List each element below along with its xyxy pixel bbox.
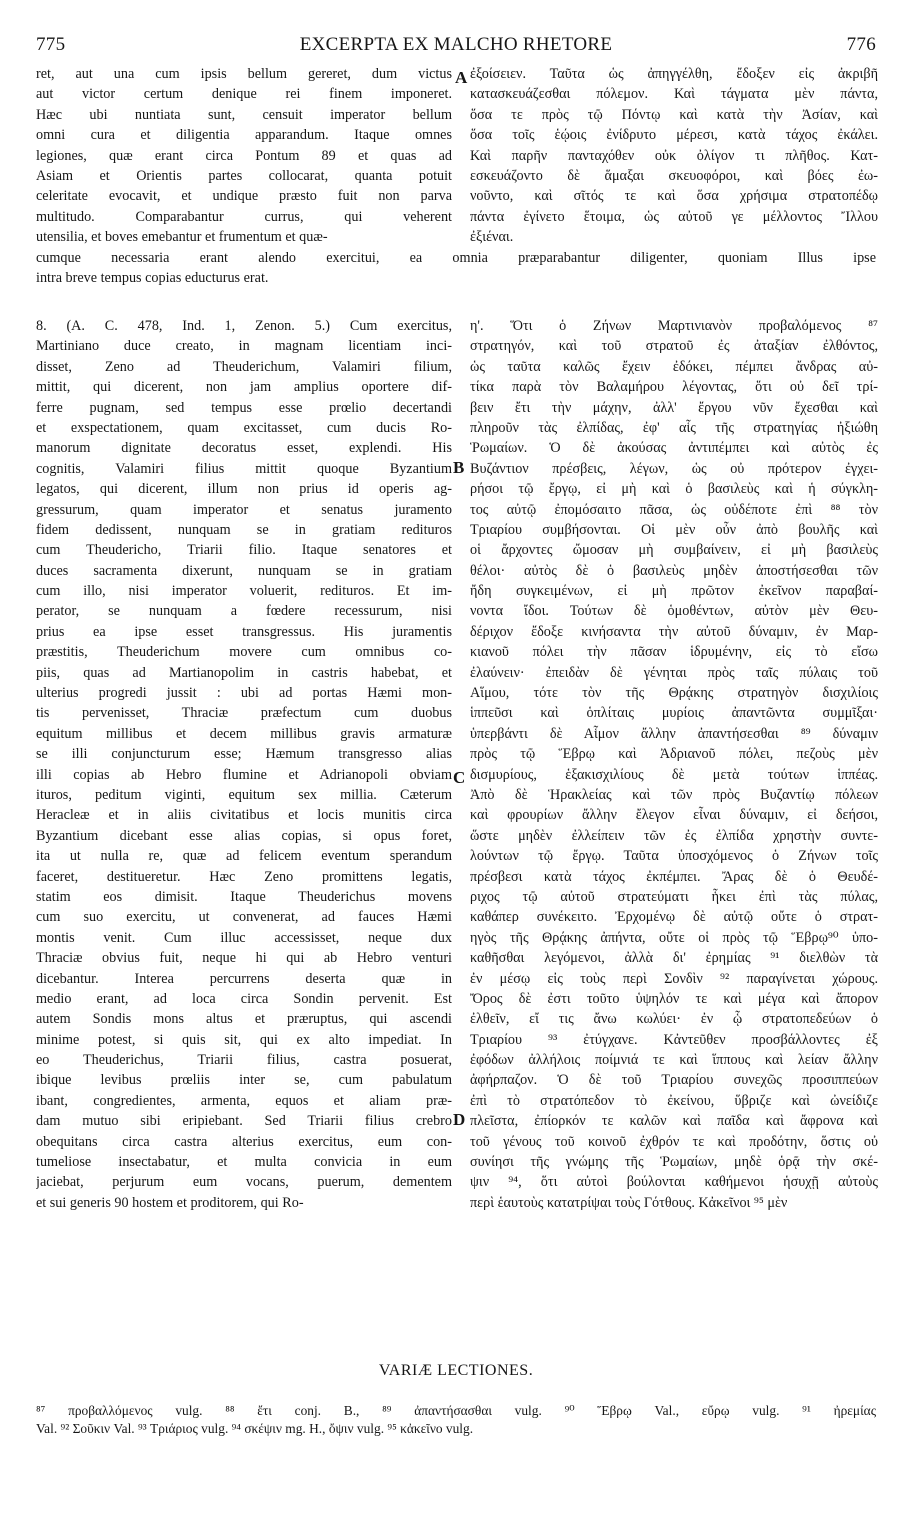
latin-text-line: medio erant, ad loca circa Sondin pervenit. Est [36,990,452,1007]
latin-text-line: manorum dignitate decoratus esset, explendi. His [36,440,452,457]
greek-column-main [470,316,878,1213]
page-number-left: 775 [36,34,66,55]
section-marker-d: D [453,1110,466,1129]
greek-text-line: ἐξιέναι. [470,229,514,246]
greek-text-line: νοντα ἴδοι. Τούτων δὲ ὁμοθέντων, αὐτὸν μὲν Θευ- [470,603,878,620]
page-header [36,32,876,62]
greek-text-line: Τριαρίου συμβήσονται. Οἱ μὲν οὖν ἀπὸ βουλῆς καὶ [470,521,878,538]
latin-text-line: illi copias ab Hebro flumine et Adrianopoli obviam [36,766,452,783]
latin-text-line: Martiniano duce creato, in magnam licentiam inci- [36,338,452,355]
latin-text-line: perator, se nunquam a fœdere recessurum, nisi [36,603,452,620]
latin-column-top [36,64,452,248]
variae-lectiones-title: VARIÆ LECTIONES. [378,1362,534,1379]
latin-text-line: Hæc ubi nuntiata sunt, censuit imperator bellum [36,106,452,123]
latin-text-line: equitum millibus et decem millibus gravis armaturæ [36,725,452,742]
variae-lectiones-line: Val. ⁹² Σοῦκιν Val. ⁹³ Τριάριος vulg. ⁹⁴ σκέψιν mg. H., ὄψιν vulg. ⁹⁵ κἀκεῖνο vulg. [36,1421,474,1436]
greek-text-line: καθῆσθαι λεγόμενοι, ἀλλὰ δι' ἐρημίας ⁹¹ διελθὼν τὰ [470,950,878,967]
latin-text-line: minime potest, si quis sit, qui ex alto impediat. In [36,1031,452,1048]
greek-text-line: πληροῦν τὰς ἐλπίδας, ἐφ' αἷς τῆς στρατηγίας ἠξιώθη [470,419,878,436]
greek-text-line: πλεῖστα, ἐπίορκόν τε καλῶν καὶ παῖδα καὶ ἄφρονα καὶ [470,1113,878,1130]
latin-text-line: Asiam et Orientis partes collocarat, quanta potuit [36,167,452,184]
greek-text-line: ὑπερβάντι δὲ Αἷμον ἄλλην ἀπαντήσεσθαι ⁸⁹ δύναμιν [470,725,878,742]
latin-text-line: se illi conjuncturum esse; Hæmum transgresso alias [36,746,452,763]
greek-text-line: ὅσα τε πρὸς τῷ Πόντῳ καὶ κατὰ τὴν Ἀσίαν, καὶ [470,106,878,123]
running-title: EXCERPTA EX MALCHO RHETORE [299,34,613,55]
greek-text-line: πρέσβεσι κατὰ τάχος ἐκπέμπει. Ἄρας δὲ ὁ Θευδέ- [470,868,878,885]
greek-text-line: πρὸς τῷ Ἕβρῳ καὶ Ἀδριανοῦ πόλει, πεζοὺς μὲν [470,746,878,763]
latin-text-line: cum Theudericho, Triarii filio. Itaque senatores et [36,542,452,559]
latin-text-line: aut victor certum denique rei finem imponeret. [36,86,452,103]
greek-text-line: τος αὐτῷ ἐπομόσαιτο πᾶσα, ὡς οὐδέποτε ἐπὶ ⁸⁸ τὸν [470,501,878,518]
greek-text-line: Τριαρίου ⁹³ ἐτύγχανε. Κἀντεῦθεν προσβάλλοντες ἐξ [470,1031,878,1048]
greek-text-line: κιανοῦ πόλει τὴν πᾶσαν ἱδρυμένην, εἰς τὸ εἴσω [470,644,878,661]
latin-text-line: obequitans circa castra alterius exercitus, eum con- [36,1133,452,1150]
latin-text-line: dam mutuo sibi eripiebant. Sed Triarii filius crebro [36,1113,452,1130]
latin-text-line: dicebantur. Interea percurrens deserta quæ in [36,970,452,987]
greek-text-line: νοῦντο, καὶ σῖτός τε καὶ ὅσα χρήσιμα στρατοπέδῳ [470,188,878,205]
latin-text-line: Byzantium dicebant esse alias copias, si opus foret, [36,827,452,844]
greek-text-line: ψιν ⁹⁴, ὅτι αὐτοὶ βούλονται καθήμενοι ἡσυχῇ αὐτοὺς [470,1174,878,1191]
greek-text-line: Ῥωμαίων. Ὁ δὲ ἀκούσας ἀντιπέμπει καὶ αὐτὸς ἐς [470,440,878,457]
latin-text-line: Thraciæ obvius fuit, neque hi qui ab Hebro venturi [36,950,452,967]
latin-text-line: ibique levibus prœliis inter se, cum pabulatum [36,1072,452,1089]
latin-column-main [36,316,452,1213]
section-marker-a: A [455,68,468,87]
latin-text-line: multitudo. Comparabantur currus, qui veherent [36,208,452,225]
latin-text-line: ulterius progredi jussit : ubi ad portas Hæmi mon- [36,685,452,702]
latin-text-line: ret, aut una cum ipsis bellum gereret, dum victus [36,66,452,82]
variae-lectiones-line: ⁸⁷ προβαλλόμενος vulg. ⁸⁸ ἔτι conj. B., ⁸⁹ ἀπαντήσασθαι vulg. ⁹⁰ Ἕβρῳ Val., εὔρῳ vulg. ⁹¹ ἠρεμίας [36,1403,876,1418]
latin-full-width-line: cumque necessaria erant alendo exercitui, ea omnia præparabantur diligenter, quoniam Illus ipse [36,250,876,266]
greek-text-line: δισμυρίους, ἑξακισχιλίους δὲ μετὰ τούτων ἱππέας. [470,766,878,783]
latin-text-line: prius ea ipse esset transgressus. His juramentis [36,623,452,640]
page-number-right: 776 [846,34,876,55]
section-marker-c: C [453,768,466,787]
greek-text-line: η'. Ὅτι ὁ Ζήνων Μαρτινιανὸν προβαλόμενος ⁸⁷ [470,318,878,334]
greek-text-line: στρατηγόν, καὶ τοῦ στρατοῦ ἐς ἀταξίαν ἐλθόντος, [470,338,878,355]
latin-text-line: faceret, destitueretur. Hæc Zeno promittens legatis, [36,868,452,885]
latin-text-line: legiones, quæ erant circa Pontum 89 et quas ad [36,147,452,164]
greek-text-line: βειν ἔτι τὴν μάχην, ἀλλ' ἔργου νῦν ἔχεσθαι καὶ [470,399,878,416]
latin-full-width-line: intra breve tempus copias educturus erat. [36,270,269,286]
latin-text-line: autem Sondis mons altus et præruptus, qui ascendi [36,1011,452,1028]
greek-text-line: ἐφόδων ἀλλήλοις ποίμνιά τε καὶ ἵππους καὶ λείαν ἄλλην [470,1052,878,1069]
latin-text-line: cognitis, Valamiri filius mittit quoque Byzantium [36,460,452,477]
greek-text-line: δέριχον ἔδοξε κινήσαντα τὴν αὐτοῦ δύναμιν, ἐν Μαρ- [470,623,878,640]
latin-text-line: legatos, qui dicerent, illum non prius id operis ag- [36,481,452,498]
latin-text-line: disset, Zeno ad Theuderichum, Valamiri filium, [36,358,452,375]
latin-text-line: duces sacramenta dixerunt, nunquam se in gratiam [36,562,452,579]
latin-text-line: præstitis, Theuderichum movere cum omnibus co- [36,644,452,661]
greek-text-line: συνίησι τῆς γνώμης τῆς Ῥωμαίων, μηδὲ ὁρᾷ τὴν σκέ- [470,1154,878,1171]
greek-text-line: καὶ φρουρίων ἄλλην ἔλεγον εἶναι δύναμιν, εἰ δεήσοι, [470,807,878,824]
greek-text-line: τίκα παρὰ τὸν Βαλαμήρου λέγοντας, ὅτι οὐ δεῖ τρί- [470,379,878,396]
latin-text-line: ferre pugnam, sed tempus esse prœlio decertandi [36,399,452,416]
greek-text-line: ἤδη συγκειμένων, εἰ μὴ πρῶτον ἐκεῖνον παραβαί- [470,583,878,600]
latin-text-line: cum suo exercitu, ut convenerat, ad fauces Hæmi [36,909,452,926]
latin-text-line: 8. (A. C. 478, Ind. 1, Zenon. 5.) Cum exercitus, [36,318,452,334]
greek-text-line: ὥστε μηδὲν ἐλλείπειν τῶν ἐς ἐλπίδα χρηστὴν συντε- [470,827,878,844]
greek-text-line: ἐξοίσειεν. Ταῦτα ὡς ἀπηγγέλθη, ἔδοξεν εἰς ἀκριβῆ [470,66,878,82]
greek-text-line: Αἵμου, τότε τὸν τῆς Θρᾴκης στρατηγὸν δισχιλίοις [470,685,878,702]
greek-text-line: πάντα ἐγίνετο ἕτοιμα, ὡς αὐτοῦ γε μέλλοντος Ἴλλου [470,208,878,225]
greek-text-line: ἐλαύνειν· ἐπειδὰν δὲ γένηται πρὸς ταῖς πύλαις τοῦ [470,664,878,681]
latin-text-line: ita ut nulla re, quæ ad felicem eventum sperandum [36,848,452,865]
latin-text-line: ibant, congredientes, armenta, equos et aliam præ- [36,1092,452,1109]
greek-text-line: Βυζάντιον πρέσβεις, λέγων, ὡς οὐ πρότερον ἐγχει- [470,460,878,477]
greek-text-line: ρήσοι τῷ ἔργῳ, εἰ μὴ καὶ ὁ βασιλεὺς καὶ ἡ σύγκλη- [470,481,878,498]
latin-text-line: et sui generis 90 hostem et proditorem, qui Ro- [36,1194,304,1211]
latin-text-line: mittit, qui dicerent, non jam amplius oportere dif- [36,379,452,396]
latin-text-line: omni cura et diligentia apparandum. Itaque omnes [36,127,452,144]
latin-text-line: tumeliose insectabatur, et multa convicia in eum [36,1154,452,1171]
latin-text-line: eo Theuderichus, Triarii filius, castra posuerat, [36,1052,452,1069]
greek-text-line: ἐλθεῖν, εἴ τις ἄνω κωλύει· ἐν ᾧ στρατοπεδεύων ὁ [470,1011,878,1028]
latin-text-line: montis venit. Cum illuc accessisset, neque dux [36,929,452,946]
greek-text-line: ἀφήρπαζον. Ὁ δὲ τοῦ Τριαρίου συνεχῶς προσιππεύων [470,1072,878,1089]
greek-text-line: οἱ ἄρχοντες ὤμοσαν μὴ συμβαίνειν, εἰ μὴ βασιλεὺς [470,542,878,559]
latin-text-line: utensilia, et boves emebantur et frumentum et quæ- [36,229,328,246]
greek-text-line: ὡς ταῦτα καλῶς ἔχειν ἐδόκει, πέμπει ἄνδρας αὐ- [470,358,878,375]
greek-text-line: κατασκευάζεσθαι πόλεμον. Καὶ τάγματα μὲν πάντα, [470,86,878,103]
latin-text-line: et exspectationem, quam excitasset, cum ducis Ro- [36,419,452,436]
greek-text-line: Καὶ παρῆν πανταχόθεν οὐκ ὀλίγον τι πλῆθος. Κατ- [470,147,878,164]
greek-text-line: τοῦ γένους τοῦ κοινοῦ ἐχθρόν τε καὶ προδότην, ὅστις οὐ [470,1133,878,1150]
greek-text-line: λούντων τῷ ἔργῳ. Ταῦτα ὑποσχόμενος ὁ Ζήνων τοῖς [470,848,878,865]
greek-text-line: εσκευάζοντο δὲ ἅμαξαι σκευοφόροι, καὶ βόες ἐω- [470,167,878,184]
greek-text-line: ἐν μέσῳ εἰς τοὺς περὶ Σονδὶν ⁹² παραγίνεται χώρους. [470,970,878,987]
greek-text-line: καθάπερ συνέκειτο. Ἐρχομένῳ δὲ αὐτῷ οὔτε ὁ στρατ- [470,909,878,926]
latin-text-line: tis pervenisset, Thraciæ præfectum cum duobus [36,705,452,722]
greek-text-line: Ὄρος δὲ ἐστι τοῦτο ὑψηλόν τε καὶ μέγα καὶ ἄπορον [470,990,878,1007]
latin-text-line: ituros, peditum viginti, equitum sex millia. Cæterum [36,786,452,803]
latin-text-line: jaciebat, perjurum eum vocans, puerum, dementem [36,1174,452,1191]
greek-text-line: ἐπὶ τὸ στρατόπεδον τὸ ἐκείνου, ὕβριζε καὶ ὠνείδιζε [470,1092,878,1109]
greek-text-line: περὶ ἑαυτοὺς κατατρίψαι τοὺς Γότθους. Κἀκεῖνοι ⁹⁵ μὲν [470,1194,788,1211]
latin-text-line: celeritate evocavit, et undique præsto fuit non parva [36,188,452,205]
greek-text-line: ἱππεῦσι καὶ ὁπλίταις μυρίοις ἀπαντῶντα συμμῖξαι· [470,705,878,722]
latin-text-line: Heracleæ et in aliis civitatibus et locis munitis circa [36,807,452,824]
latin-text-line: gressurum, quam imperator et senatus juramento [36,501,452,518]
latin-text-line: cum illo, nisi imperator voluerit, redituros. Et im- [36,583,452,600]
section-marker-b: B [453,458,465,477]
greek-column-top [470,64,878,248]
greek-text-line: ὅσα τοῖς ἑῴοις ἐνίδρυτο μέρεσι, κατὰ τάχος ἐκάλει. [470,127,878,144]
latin-text-line: piis, quas ad Martianopolim in castris habebat, et [36,664,452,681]
greek-text-line: ριχος τῷ αὐτοῦ στρατεύματι ἧκει ἐπὶ τὰς πύλας, [470,888,878,905]
greek-text-line: ηγὸς τῆς Θρᾴκης ἀπήντα, οὔτε οἱ πρὸς τῷ Ἕβρῳ⁹⁰ ὑπο- [470,929,878,946]
latin-text-line: fidem dedissent, nunquam se in gratiam redituros [36,521,452,538]
greek-text-line: θέλοι· αὐτὸς δὲ ὁ βασιλεὺς μηδὲν ἀποστήσεσθαι τῶν [470,562,878,579]
latin-text-line: statim eos dimisit. Itaque Theuderichus movens [36,888,452,905]
greek-text-line: Ἀπὸ δὲ Ἡρακλείας καὶ τῶν πρὸς Βυζαντίῳ πόλεων [470,786,878,803]
